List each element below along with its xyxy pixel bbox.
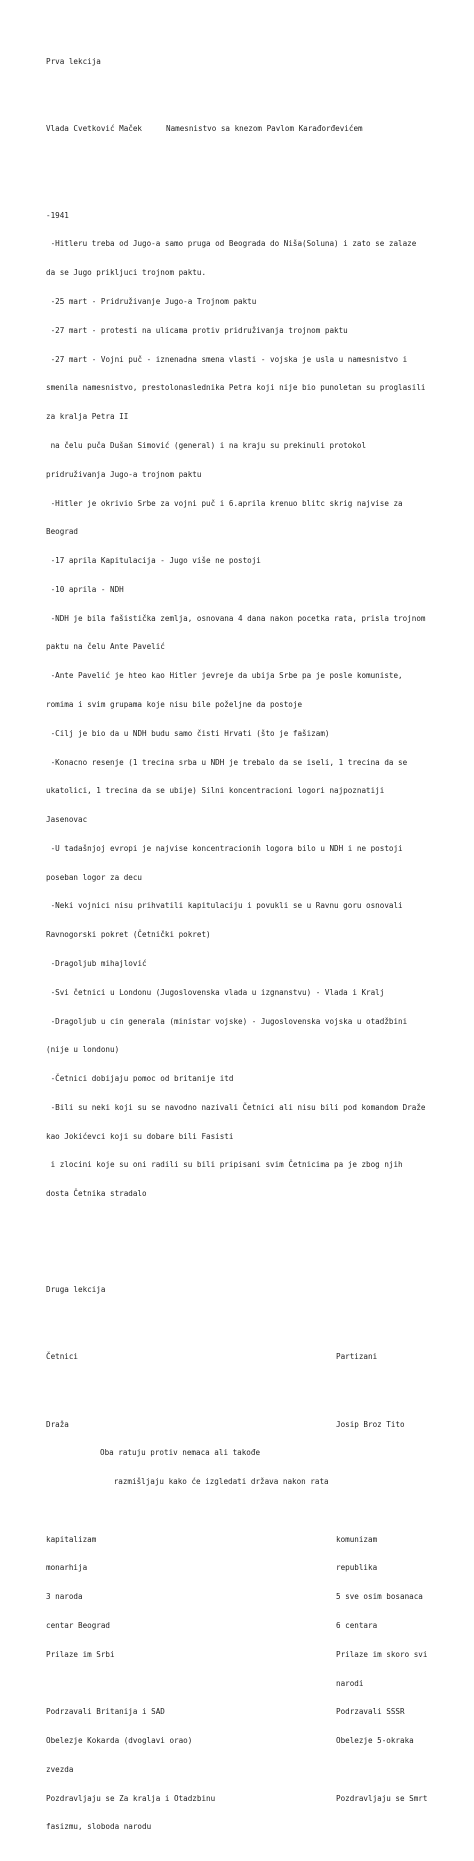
intro-line: razmišljaju kako će izgledati država nakon rata (100, 1477, 329, 1487)
text-line: Beograd (46, 527, 79, 537)
vlada-right: Namesnistvo sa knezom Pavlom Karađorđevićem (166, 124, 363, 134)
text-line: -17 aprila Kapitulacija - Jugo više ne postoji (46, 556, 261, 566)
comparison-row (46, 1535, 454, 1545)
text-line: (nije u londonu) (46, 1045, 120, 1055)
comparison-left (46, 1679, 336, 1689)
text-line: -27 mart - Vojni puč - iznenadna smena vlasti - vojska je usla u namesnistvo i (46, 354, 408, 364)
comparison-left: 3 naroda (46, 1592, 83, 1602)
text-line: -27 mart - protesti na ulicama protiv pridruživanja trojnom paktu (46, 325, 348, 335)
text-line: -Svi četnici u Londonu (Jugoslovenska vlada u izgnanstvu) - Vlada i Kralj (46, 987, 385, 997)
spacer (46, 86, 454, 96)
comparison-right (336, 1822, 454, 1832)
spacer (46, 1314, 454, 1324)
comparison-left: zvezda (46, 1764, 74, 1774)
text-line: -U tadašnjoj evropi je najvise koncentracionih logora bilo u NDH i ne postoji (46, 843, 403, 853)
text-line: -Bili su neki koji su se navodno nazivali Četnici ali nisu bili pod komandom Draže (46, 1102, 426, 1112)
comparison-right: 5 sve osim bosanaca (336, 1592, 423, 1602)
text-line: -25 mart - Pridruživanje Jugo-a Trojnom paktu (46, 297, 257, 307)
comparison-right: komunizam (336, 1534, 378, 1544)
text-line: smenila namesnistvo, prestolonaslednika Petra koji nije bio punoletan su proglasili (46, 383, 426, 393)
text-line: -Konacno resenje (1 trecina srba u NDH je trebalo da se iseli, 1 trecina da se (46, 757, 408, 767)
comparison-right (336, 1765, 454, 1775)
comparison-right: narodi (336, 1678, 364, 1688)
comparison-left: monarhija (46, 1563, 88, 1573)
lesson1-title: Prva lekcija (46, 57, 101, 67)
comparison-left: kapitalizam (46, 1534, 97, 1544)
text-line: -1941 (46, 210, 69, 220)
spacer (46, 153, 454, 163)
leaders-row (46, 1420, 454, 1430)
vlada-left: Vlada Cvetković Maček (46, 124, 143, 134)
columns-header (46, 1352, 454, 1362)
text-line: Jasenovac (46, 815, 88, 825)
comparison-row (46, 1621, 454, 1631)
text-line: -Neki vojnici nisu prihvatili kapitulaciju i povukli se u Ravnu goru osnovali (46, 901, 403, 911)
text-line: dosta Četnika stradalo (46, 1189, 147, 1199)
column-right-heading: Partizani (336, 1352, 378, 1362)
lesson1-body (46, 192, 454, 1219)
text-line: ukatolici, 1 trecina da se ubije) Silni koncentracioni logori najpoznatiji (46, 786, 385, 796)
text-line: -10 aprila - NDH (46, 584, 124, 594)
comparison-row (46, 1650, 454, 1660)
comparison-row (46, 1765, 454, 1775)
text-line: paktu na čelu Ante Pavelić (46, 642, 165, 652)
comparison-row (46, 1736, 454, 1746)
comparison-left: centar Beograd (46, 1620, 111, 1630)
vlada-row (46, 124, 454, 134)
text-line: -Dragoljub u cin generala (ministar vojske) - Jugoslovenska vojska u otadžbini (46, 1016, 408, 1026)
comparison-left: Pozdravljaju se Za kralja i Otadzbinu (46, 1793, 216, 1803)
comparison-right: 6 centara (336, 1620, 378, 1630)
comparison-left: Prilaze im Srbi (46, 1649, 115, 1659)
text-line: pridruživanja Jugo-a trojnom paktu (46, 469, 202, 479)
comparison-row (46, 1794, 454, 1804)
spacer (46, 1247, 454, 1266)
comparison-row (46, 1592, 454, 1602)
text-line: za kralja Petra II (46, 412, 129, 422)
comparison-right: Obelezje 5-okraka (336, 1736, 414, 1746)
text-line: na čelu puča Dušan Simović (general) i na kraju su prekinuli protokol (46, 440, 367, 450)
spacer (46, 1381, 454, 1391)
leader-left: Draža (46, 1419, 69, 1429)
comparison-row (46, 1822, 454, 1832)
leader-right: Josip Broz Tito (336, 1419, 405, 1429)
lesson2-title: Druga lekcija (46, 1285, 106, 1295)
text-line: -Četnici dobijaju pomoc od britanije itd (46, 1074, 234, 1084)
intro-line: Oba ratuju protiv nemaca ali takođe (100, 1448, 261, 1458)
text-line: -Hitler je okrivio Srbe za vojni puč i 6.aprila krenuo blitc skrig najvise za (46, 498, 403, 508)
text-line: -NDH je bila fašistička zemlja, osnovana 4 dana nakon pocetka rata, prisla trojnom (46, 613, 426, 623)
comparison-row (46, 1679, 454, 1689)
comparison-left: Obelezje Kokarda (dvoglavi orao) (46, 1736, 193, 1746)
text-line: poseban logor za decu (46, 872, 143, 882)
text-line: Ravnogorski pokret (Četnički pokret) (46, 930, 211, 940)
text-line: -Cilj je bio da u NDH budu samo čisti Hrvati (što je fašizam) (46, 728, 330, 738)
comparison-left: fasizmu, sloboda narodu (46, 1822, 152, 1832)
text-line: -Ante Pavelić je hteo kao Hitler jevreje da ubija Srbe pa je posle komuniste, (46, 671, 403, 681)
comparison-right: Pozdravljaju se Smrt (336, 1793, 428, 1803)
text-line: i zlocini koje su oni radili su bili pripisani svim Četnicima pa je zbog njih (46, 1160, 403, 1170)
comparison-right: Podrzavali SSSR (336, 1707, 405, 1717)
text-line: romima i svim grupama koje nisu bile poželjne da postoje (46, 699, 303, 709)
text-line: -Hitleru treba od Jugo-a samo pruga od Beograda do Niša(Soluna) i zato se zalaze (46, 239, 417, 249)
text-line: da se Jugo prikljuci trojnom paktu. (46, 268, 207, 278)
comparison-right: republika (336, 1563, 378, 1573)
comparison-right: Prilaze im skoro svi (336, 1649, 428, 1659)
comparison-row (46, 1707, 454, 1717)
comparison-table (46, 1515, 454, 1851)
comparison-row (46, 1563, 454, 1573)
column-left-heading: Četnici (46, 1352, 79, 1362)
comparison-left: Podrzavali Britanija i SAD (46, 1707, 165, 1717)
text-line: kao Jokićevci koji su dobare bili Fasisti (46, 1131, 234, 1141)
text-line: -Dragoljub mihajlović (46, 959, 147, 968)
